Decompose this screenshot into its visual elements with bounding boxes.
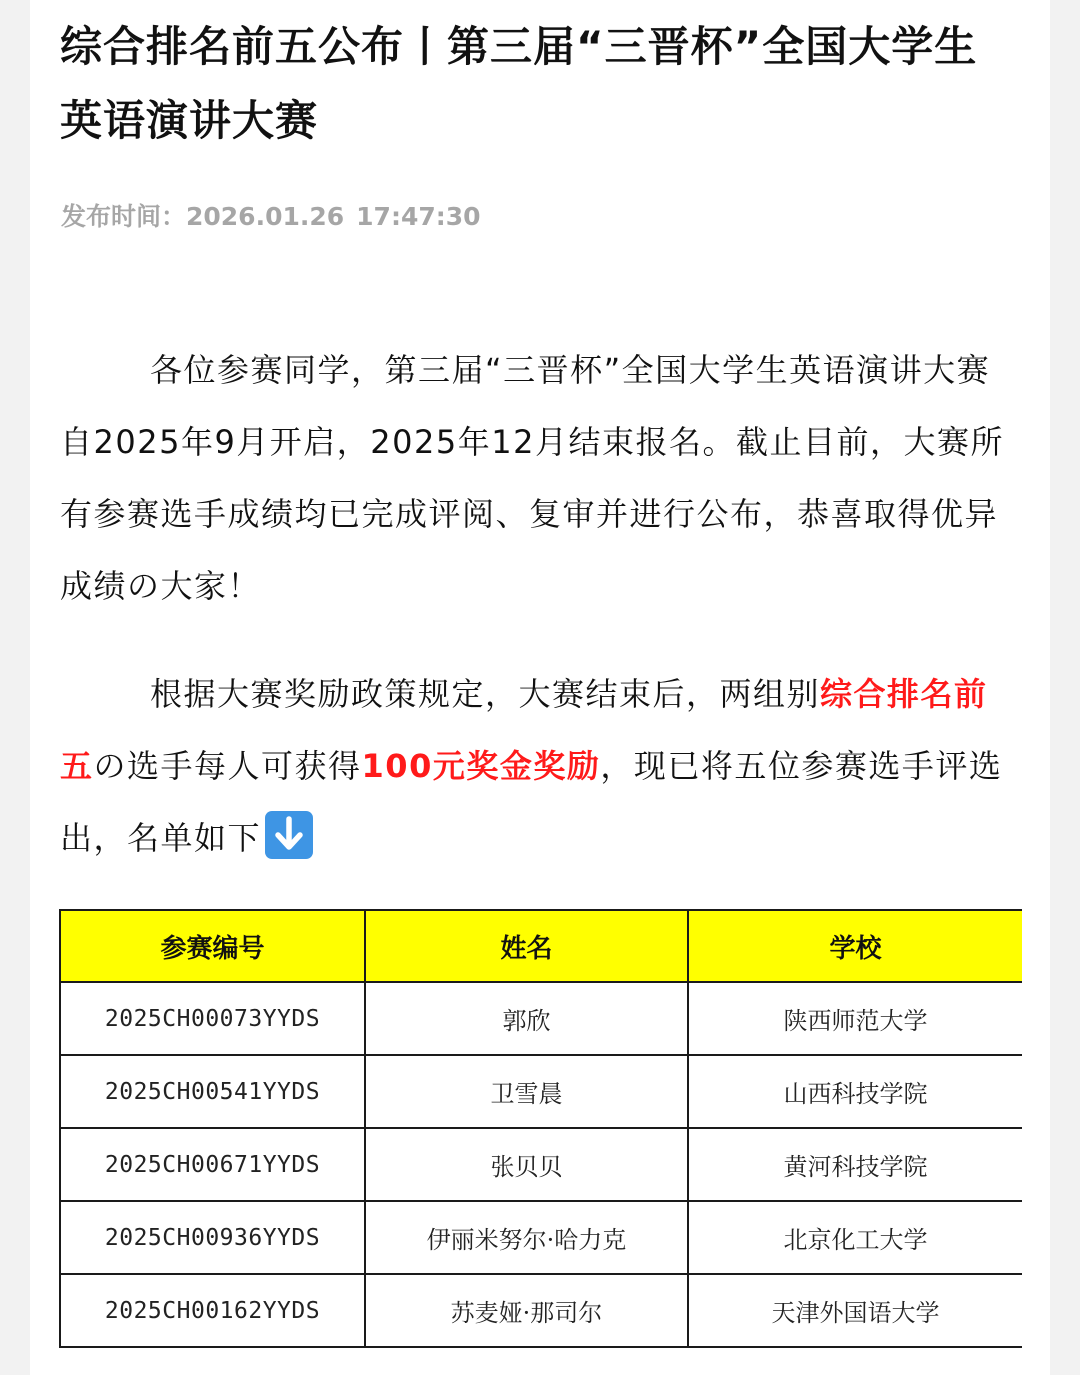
winners-table [59,909,1022,1348]
cell-entry-id: 2025CH00541YYDS [60,1055,365,1128]
reward-text-1: 根据大赛奖励政策规定，大赛结束后，两组别 [150,675,821,713]
cell-entry-id: 2025CH00073YYDS [60,982,365,1055]
cell-name: 郭欣 [365,982,688,1055]
table-row [60,1274,1022,1347]
publish-time: 17:47:30 [356,202,481,231]
reward-text-3: ，现已将五位参赛选手评选出，名单如下 [60,747,1003,857]
table-header-row [60,910,1022,982]
cell-school: 北京化工大学 [688,1201,1022,1274]
article-title: 综合排名前五公布丨第三届“三晋杯”全国大学生英语演讲大赛 [60,22,978,145]
table-row [60,1201,1022,1274]
reward-text-2: の选手每人可获得 [93,747,362,785]
article-page [30,0,1050,1375]
cell-entry-id: 2025CH00671YYDS [60,1128,365,1201]
header-name: 姓名 [365,910,688,982]
cell-school: 山西科技学院 [688,1055,1022,1128]
table-row [60,1055,1022,1128]
table-row [60,982,1022,1055]
cell-name: 伊丽米努尔·哈力克 [365,1201,688,1274]
reward-highlight-prize: 100元奖金奖励 [361,747,601,785]
cell-school: 陕西师范大学 [688,982,1022,1055]
header-school: 学校 [688,910,1022,982]
cell-school: 天津外国语大学 [688,1274,1022,1347]
intro-paragraph: 各位参赛同学，第三届“三晋杯”全国大学生英语演讲大赛自2025年9月开启，2025年12月结束报名。截止目前，大赛所有参赛选手成绩均已完成评阅、复审并进行公布，恭喜取得优异成绩の大家！ [60,351,1004,605]
cell-name: 张贝贝 [365,1128,688,1201]
reward-highlight-top5: 综合排名前五 [60,675,988,785]
cell-name: 苏麦娅·那司尔 [365,1274,688,1347]
down-arrow-emoji-icon [265,811,313,859]
cell-entry-id: 2025CH00936YYDS [60,1201,365,1274]
cell-entry-id: 2025CH00162YYDS [60,1274,365,1347]
table-row [60,1128,1022,1201]
cell-name: 卫雪晨 [365,1055,688,1128]
publish-date: 发布时间：2026.01.26 [61,202,345,231]
cell-school: 黄河科技学院 [688,1128,1022,1201]
header-entry-id: 参赛编号 [60,910,365,982]
reward-paragraph [60,658,1020,874]
publish-meta [61,199,481,235]
